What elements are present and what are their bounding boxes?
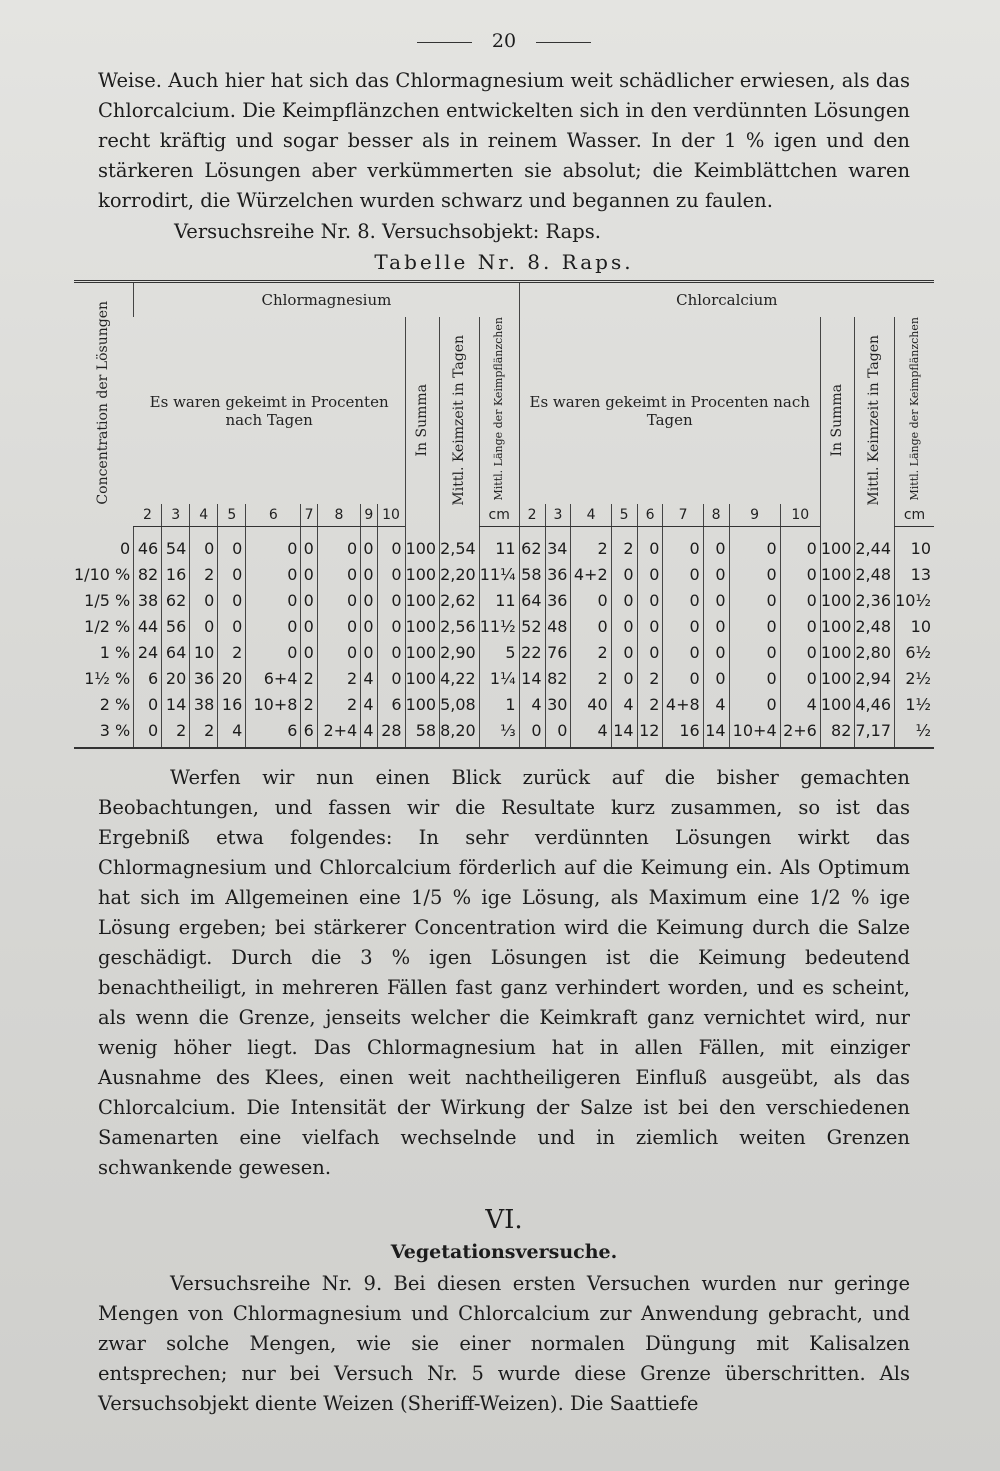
mg-keimzeit-header (440, 317, 480, 527)
ca-value-cell: 48 (545, 613, 571, 639)
ca-value-cell: 0 (571, 613, 611, 639)
ca-laenge-cell: 10½ (895, 587, 935, 613)
ca-value-cell: 0 (663, 587, 703, 613)
ca-value-cell: 0 (571, 587, 611, 613)
ca-summa-cell: 100 (820, 639, 855, 665)
mg-value-cell: 0 (218, 613, 246, 639)
mg-value-cell: 44 (134, 613, 162, 639)
ca-value-cell: 4 (571, 717, 611, 748)
mg-keimzeit-cell: 5,08 (440, 691, 480, 717)
ca-value-cell: 22 (519, 639, 545, 665)
concentration-cell: 1/2 % (84, 616, 131, 636)
table-row (74, 639, 934, 665)
mg-value-cell: 4 (218, 717, 246, 748)
mg-value-cell: 0 (377, 613, 405, 639)
mg-value-cell: 2 (317, 665, 360, 691)
mg-value-cell: 24 (134, 639, 162, 665)
mg-value-cell: 0 (301, 587, 317, 613)
mg-keimzeit-cell: 2,90 (440, 639, 480, 665)
table-row (74, 561, 934, 587)
mg-value-cell: 38 (190, 691, 218, 717)
mg-summa-cell: 100 (405, 587, 440, 613)
mg-keimzeit-label: Mittl. Keimzeit in Tagen (450, 334, 467, 506)
mg-laenge-cell: 1¼ (479, 665, 519, 691)
ca-value-cell: 2 (611, 527, 637, 562)
section-heading: Vegetationsversuche. (390, 1241, 618, 1264)
summary-paragraph: Werfen wir nun einen Blick zurück auf die bisher gemachten Beobachtungen, und fassen wir die Resultate kurz zusammen, so ist das Ergebniß etwa folgendes: In sehr verdünnten Lösungen wirkt das Chlormagnesium und Chlorcalcium förderlich auf die Keimung ein. Als Optimum hat sich im Allgemeinen eine 1/5 % ige Lösung, als Maximum eine 1/2 % ige Lösung ergeben; bei stärkerer Concentration wird die Keimung durch die Salze geschädigt. Durch die 3 % igen Lösungen ist die Keimung bedeutend benachtheiligt, in mehreren Fällen fast ganz verhindert worden, und es scheint, als wenn die Grenze, jenseits welcher die Keimkraft ganz vernichtet wird, nur wenig höher liegt. Das Chlormagnesium hat in allen Fällen, mit einziger Ausnahme des Klees, einen weit nachtheiligeren Einfluß ausgeübt, als das Chlorcalcium. Die Intensität der Wirkung der Salze ist bei den verschiedenen Samenarten eine vielfach wechselnde und in ziemlich weiten Grenzen schwankende gewesen. (98, 766, 910, 1180)
ca-keimzeit-label: Mittl. Keimzeit in Tagen (866, 334, 883, 506)
ca-value-cell: 62 (519, 527, 545, 562)
mg-value-cell: 0 (361, 561, 377, 587)
mg-value-cell: 0 (377, 587, 405, 613)
ca-value-cell: 0 (637, 561, 663, 587)
mg-value-cell: 0 (377, 665, 405, 691)
mg-laenge-label: Mittl. Länge der Keimpflänzchen (492, 317, 506, 501)
mg-laenge-header (479, 317, 519, 504)
ca-value-cell: 0 (703, 665, 729, 691)
ca-keimt-header: Es waren gekeimt in Procenten nach Tagen (519, 317, 820, 504)
mg-value-cell: 10+8 (246, 691, 301, 717)
concentration-cell: 3 % (74, 717, 134, 748)
mg-day-header: 9 (361, 504, 377, 527)
mg-value-cell: 64 (162, 639, 190, 665)
ca-value-cell: 4 (703, 691, 729, 717)
mg-summa-cell: 100 (405, 691, 440, 717)
mg-value-cell: 2 (190, 717, 218, 748)
ca-laenge-cell: 1½ (895, 691, 935, 717)
table-wrapper (74, 280, 934, 749)
mg-value-cell: 54 (162, 527, 190, 562)
mg-value-cell: 36 (190, 665, 218, 691)
mg-value-cell: 0 (246, 587, 301, 613)
mg-laenge-cell: 1 (479, 691, 519, 717)
mg-unit-header: cm (479, 504, 519, 527)
mg-value-cell: 2 (317, 691, 360, 717)
ca-value-cell: 10+4 (729, 717, 780, 748)
ca-value-cell: 0 (611, 613, 637, 639)
ca-value-cell: 0 (729, 691, 780, 717)
concentration-cell: 1/10 % (74, 564, 131, 584)
ca-value-cell: 30 (545, 691, 571, 717)
ca-day-header: 6 (637, 504, 663, 527)
mg-value-cell: 0 (361, 527, 377, 562)
mg-value-cell: 28 (377, 717, 405, 748)
header-row-subgroups (74, 317, 934, 504)
mg-value-cell: 0 (301, 527, 317, 562)
ca-keimzeit-cell: 7,17 (855, 717, 895, 748)
ca-value-cell: 0 (611, 561, 637, 587)
concentration-cell: 2 % (99, 694, 131, 714)
ca-summa-cell: 100 (820, 665, 855, 691)
concentration-header-label: Concentration der Lösungen (95, 301, 112, 505)
mg-day-header: 7 (301, 504, 317, 527)
mg-value-cell: 6 (246, 717, 301, 748)
mg-value-cell: 0 (317, 639, 360, 665)
ca-value-cell: 0 (729, 613, 780, 639)
ca-value-cell: 0 (637, 613, 663, 639)
ca-summa-cell: 82 (820, 717, 855, 748)
ca-summa-cell: 100 (820, 587, 855, 613)
mg-keimzeit-cell: 2,20 (440, 561, 480, 587)
mg-summa-cell: 58 (405, 717, 440, 748)
mg-day-header: 2 (134, 504, 162, 527)
mg-value-cell: 6 (377, 691, 405, 717)
ca-value-cell: 52 (519, 613, 545, 639)
ca-laenge-cell: 10 (895, 613, 935, 639)
ca-value-cell: 4+8 (663, 691, 703, 717)
mg-value-cell: 82 (134, 561, 162, 587)
mg-value-cell: 62 (162, 587, 190, 613)
mg-value-cell: 10 (190, 639, 218, 665)
ca-laenge-cell: 6½ (895, 639, 935, 665)
mg-value-cell: 4 (361, 717, 377, 748)
ca-value-cell: 2+6 (780, 717, 820, 748)
ca-day-header: 10 (780, 504, 820, 527)
ca-value-cell: 82 (545, 665, 571, 691)
mg-value-cell: 6+4 (246, 665, 301, 691)
ca-value-cell: 0 (780, 561, 820, 587)
ca-value-cell: 0 (703, 639, 729, 665)
mg-keimzeit-cell: 2,54 (440, 527, 480, 562)
ca-value-cell: 0 (729, 527, 780, 562)
table-row (74, 691, 934, 717)
mg-summa-cell: 100 (405, 639, 440, 665)
ca-value-cell: 0 (780, 587, 820, 613)
mg-value-cell: 0 (246, 561, 301, 587)
mg-value-cell: 0 (218, 527, 246, 562)
final-paragraph: Versuchsreihe Nr. 9. Bei diesen ersten Versuchen wurden nur geringe Mengen von Chlormagnesium und Chlorcalcium zur Anwendung gebracht, und zwar solche Mengen, wie sie einer normalen Düngung mit Kalisalzen entsprechen; nur bei Versuch Nr. 5 wurde diese Grenze überschritten. Als Versuchsobjekt diente Weizen (Sheriff-Weizen). Die Saattiefe (98, 1272, 910, 1416)
ca-summa-cell: 100 (820, 613, 855, 639)
mg-value-cell: 0 (301, 561, 317, 587)
ca-keimzeit-header (855, 317, 895, 527)
mg-value-cell: 0 (218, 587, 246, 613)
mg-value-cell: 0 (190, 587, 218, 613)
page-number: 20 (491, 30, 517, 52)
header-row-groups (74, 282, 934, 318)
ca-day-header: 7 (663, 504, 703, 527)
mg-day-header: 6 (246, 504, 301, 527)
table-row (74, 587, 934, 613)
ca-value-cell: 14 (519, 665, 545, 691)
mg-keimzeit-cell: 8,20 (440, 717, 480, 748)
mg-value-cell: 0 (134, 691, 162, 717)
ca-summa-header (820, 317, 855, 527)
concentration-cell: 0 (120, 538, 131, 558)
header-row-days (74, 504, 934, 527)
mg-laenge-cell: 5 (479, 639, 519, 665)
mg-value-cell: 20 (218, 665, 246, 691)
mg-laenge-cell: ⅓ (479, 717, 519, 748)
mg-keimt-header: Es waren gekeimt in Procenten nach Tagen (149, 392, 389, 429)
ca-value-cell: 4 (780, 691, 820, 717)
ca-day-header: 5 (611, 504, 637, 527)
concentration-cell: 1 % (99, 642, 131, 662)
ca-value-cell: 16 (663, 717, 703, 748)
ca-value-cell: 14 (611, 717, 637, 748)
ca-value-cell: 0 (703, 613, 729, 639)
ca-value-cell: 0 (545, 717, 571, 748)
ca-laenge-cell: 13 (895, 561, 935, 587)
mg-keimzeit-cell: 2,62 (440, 587, 480, 613)
mg-summa-cell: 100 (405, 527, 440, 562)
ca-summa-cell: 100 (820, 527, 855, 562)
concentration-cell: 1/5 % (84, 590, 131, 610)
ca-laenge-cell: ½ (895, 717, 935, 748)
ca-value-cell: 34 (545, 527, 571, 562)
ca-value-cell: 36 (545, 561, 571, 587)
ca-value-cell: 0 (663, 613, 703, 639)
header-rule-right (536, 42, 591, 43)
ca-value-cell: 0 (780, 613, 820, 639)
mg-summa-label: In Summa (413, 383, 430, 457)
ca-value-cell: 0 (729, 665, 780, 691)
chlormagnesium-group-header: Chlormagnesium (134, 282, 519, 318)
mg-value-cell: 56 (162, 613, 190, 639)
mg-value-cell: 2 (301, 665, 317, 691)
mg-value-cell: 0 (377, 561, 405, 587)
mg-value-cell: 4 (361, 691, 377, 717)
mg-value-cell: 2 (162, 717, 190, 748)
mg-value-cell: 14 (162, 691, 190, 717)
ca-value-cell: 12 (637, 717, 663, 748)
mg-keimzeit-cell: 4,22 (440, 665, 480, 691)
mg-value-cell: 0 (377, 639, 405, 665)
mg-value-cell: 2 (301, 691, 317, 717)
ca-value-cell: 0 (780, 665, 820, 691)
mg-laenge-cell: 11 (479, 587, 519, 613)
mg-value-cell: 2+4 (317, 717, 360, 748)
ca-value-cell: 36 (545, 587, 571, 613)
ca-value-cell: 0 (611, 665, 637, 691)
mg-value-cell: 0 (246, 527, 301, 562)
ca-value-cell: 2 (571, 665, 611, 691)
ca-value-cell: 0 (663, 527, 703, 562)
ca-value-cell: 0 (703, 561, 729, 587)
section-number: VI. (485, 1205, 523, 1236)
ca-laenge-header (895, 317, 935, 504)
mg-summa-cell: 100 (405, 613, 440, 639)
ca-value-cell: 2 (571, 639, 611, 665)
ca-unit-header: cm (895, 504, 935, 527)
ca-value-cell: 4+2 (571, 561, 611, 587)
mg-summa-cell: 100 (405, 561, 440, 587)
mg-value-cell: 0 (246, 639, 301, 665)
ca-summa-cell: 100 (820, 561, 855, 587)
ca-laenge-cell: 10 (895, 527, 935, 562)
mg-value-cell: 0 (190, 527, 218, 562)
ca-value-cell: 0 (663, 561, 703, 587)
mg-value-cell: 38 (134, 587, 162, 613)
ca-keimzeit-cell: 4,46 (855, 691, 895, 717)
ca-value-cell: 64 (519, 587, 545, 613)
ca-value-cell: 4 (519, 691, 545, 717)
ca-summa-cell: 100 (820, 691, 855, 717)
mg-value-cell: 46 (134, 527, 162, 562)
mg-value-cell: 0 (317, 613, 360, 639)
mg-laenge-cell: 11½ (479, 613, 519, 639)
ca-value-cell: 76 (545, 639, 571, 665)
ca-day-header: 3 (545, 504, 571, 527)
table-row (74, 717, 934, 748)
ca-value-cell: 0 (780, 639, 820, 665)
ca-value-cell: 14 (703, 717, 729, 748)
mg-summa-header (405, 317, 440, 527)
ca-keimzeit-cell: 2,44 (855, 527, 895, 562)
chlorcalcium-group-header: Chlorcalcium (519, 282, 934, 318)
concentration-header (74, 282, 134, 527)
mg-value-cell: 0 (218, 561, 246, 587)
mg-value-cell: 4 (361, 665, 377, 691)
ca-value-cell: 2 (571, 527, 611, 562)
mg-value-cell: 0 (317, 527, 360, 562)
ca-value-cell: 0 (611, 639, 637, 665)
ca-keimzeit-cell: 2,48 (855, 561, 895, 587)
mg-day-header: 10 (377, 504, 405, 527)
ca-day-header: 4 (571, 504, 611, 527)
ca-value-cell: 2 (637, 665, 663, 691)
table-row (74, 527, 934, 562)
intro-paragraph: Weise. Auch hier hat sich das Chlormagnesium weit schädlicher erwiesen, als das Chlorcalcium. Die Keimpflänzchen entwickelten sich in den verdünnten Lösungen recht kräftig und sogar besser als in reinem Wasser. In der 1 % igen und den stärkeren Lösungen aber verkümmerten sie absolut; die Keimblättchen waren korrodirt, die Würzelchen wurden schwarz und begannen zu faulen. (98, 69, 910, 212)
ca-laenge-cell: 2½ (895, 665, 935, 691)
ca-keimzeit-cell: 2,48 (855, 613, 895, 639)
mg-value-cell: 0 (190, 613, 218, 639)
table-head (74, 282, 934, 527)
ca-day-header: 8 (703, 504, 729, 527)
ca-value-cell: 58 (519, 561, 545, 587)
ca-value-cell: 40 (571, 691, 611, 717)
mg-keimzeit-cell: 2,56 (440, 613, 480, 639)
concentration-cell: 1½ % (84, 668, 131, 688)
mg-value-cell: 2 (190, 561, 218, 587)
mg-value-cell: 0 (246, 613, 301, 639)
ca-value-cell: 0 (729, 561, 780, 587)
mg-value-cell: 0 (377, 527, 405, 562)
mg-value-cell: 0 (317, 587, 360, 613)
ca-value-cell: 4 (611, 691, 637, 717)
mg-value-cell: 20 (162, 665, 190, 691)
series-line: Versuchsreihe Nr. 8. Versuchsobjekt: Raps. (174, 220, 601, 243)
ca-value-cell: 0 (703, 587, 729, 613)
header-rule-left (417, 42, 472, 43)
mg-day-header: 3 (162, 504, 190, 527)
table-row (74, 665, 934, 691)
mg-summa-cell: 100 (405, 665, 440, 691)
mg-value-cell: 2 (218, 639, 246, 665)
mg-value-cell: 0 (361, 587, 377, 613)
results-table (74, 280, 934, 749)
mg-value-cell: 0 (361, 613, 377, 639)
mg-laenge-cell: 11¼ (479, 561, 519, 587)
ca-value-cell: 0 (729, 587, 780, 613)
ca-value-cell: 0 (703, 527, 729, 562)
ca-value-cell: 2 (637, 691, 663, 717)
mg-value-cell: 0 (134, 717, 162, 748)
ca-value-cell: 0 (637, 587, 663, 613)
mg-value-cell: 6 (301, 717, 317, 748)
mg-laenge-cell: 11 (479, 527, 519, 562)
ca-value-cell: 0 (519, 717, 545, 748)
mg-value-cell: 16 (218, 691, 246, 717)
mg-value-cell: 0 (301, 613, 317, 639)
ca-summa-label: In Summa (829, 383, 846, 457)
ca-value-cell: 0 (611, 587, 637, 613)
ca-day-header: 2 (519, 504, 545, 527)
mg-value-cell: 6 (134, 665, 162, 691)
mg-day-header: 5 (218, 504, 246, 527)
mg-value-cell: 16 (162, 561, 190, 587)
mg-value-cell: 0 (301, 639, 317, 665)
ca-value-cell: 0 (663, 639, 703, 665)
table-body (74, 527, 934, 749)
ca-value-cell: 0 (780, 527, 820, 562)
ca-keimzeit-cell: 2,80 (855, 639, 895, 665)
mg-value-cell: 0 (361, 639, 377, 665)
mg-day-header: 4 (190, 504, 218, 527)
mg-value-cell: 0 (317, 561, 360, 587)
ca-value-cell: 0 (729, 639, 780, 665)
ca-value-cell: 0 (637, 527, 663, 562)
ca-day-header: 9 (729, 504, 780, 527)
table-row (74, 613, 934, 639)
ca-value-cell: 0 (663, 665, 703, 691)
table-title: Tabelle Nr. 8. Raps. (374, 250, 634, 274)
ca-laenge-label: Mittl. Länge der Keimpflänzchen (907, 317, 921, 501)
ca-keimzeit-cell: 2,36 (855, 587, 895, 613)
ca-keimzeit-cell: 2,94 (855, 665, 895, 691)
page-header (98, 30, 910, 52)
mg-day-header: 8 (317, 504, 360, 527)
ca-value-cell: 0 (637, 639, 663, 665)
